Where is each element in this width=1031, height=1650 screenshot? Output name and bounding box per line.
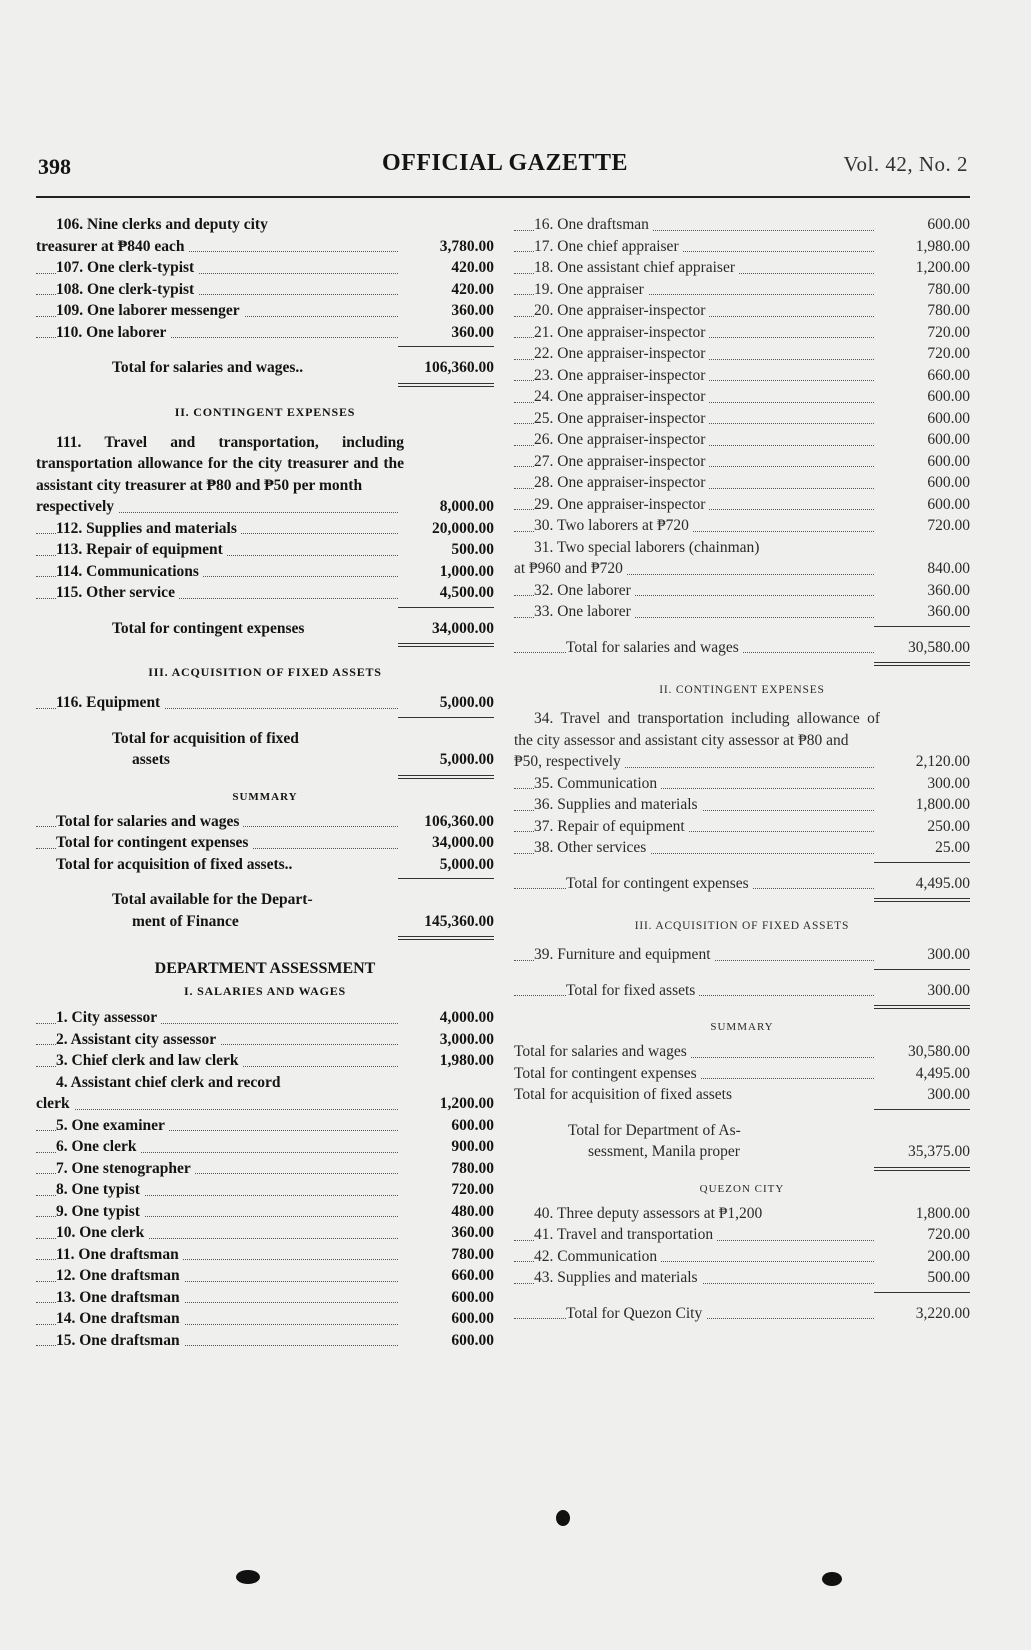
item-amount: 480.00 xyxy=(451,1202,494,1220)
line-item xyxy=(36,692,494,714)
line-item xyxy=(514,1267,970,1289)
item-label: 12. One draftsman xyxy=(56,1267,184,1284)
item-amount: 4,000.00 xyxy=(439,1009,494,1026)
item-label: 108. One clerk-typist xyxy=(56,281,198,298)
line-item xyxy=(36,1136,494,1158)
summary-label: Total for acquisition of fixed assets.. xyxy=(56,856,296,873)
item-amount: 720.00 xyxy=(451,1181,494,1198)
item-amount: 780.00 xyxy=(927,280,970,298)
item-label: 16. One draftsman xyxy=(534,216,653,233)
item-amount: 8,000.00 xyxy=(439,498,494,515)
total-label: Total for Quezon City xyxy=(566,1305,706,1322)
line-item xyxy=(36,1222,494,1244)
item-label: 110. One laborer xyxy=(56,324,170,341)
line-item xyxy=(36,1158,494,1180)
item-amount: 1,980.00 xyxy=(915,237,970,255)
sum-rule xyxy=(398,878,494,879)
item-label: 15. One draftsman xyxy=(56,1332,184,1349)
item-label: 114. Communications xyxy=(56,563,203,580)
summary-row xyxy=(36,854,494,876)
summary-label: Total for salaries and wages xyxy=(56,813,243,830)
item-amount: 3,000.00 xyxy=(439,1030,494,1048)
double-rule xyxy=(874,1005,970,1009)
item-label: 9. One typist xyxy=(56,1203,144,1220)
volume-issue: Vol. 42, No. 2 xyxy=(843,152,968,176)
item-label: 2. Assistant city assessor xyxy=(56,1031,220,1048)
item-111-text: 111. Travel and transportation, including transportation allowance for the city treasurer and the assistant city treasurer at ₱80 and ₱50 per month xyxy=(36,433,404,494)
section-heading: I. SALARIES AND WAGES xyxy=(184,984,346,998)
item-amount: 200.00 xyxy=(927,1247,970,1265)
line-item xyxy=(514,300,970,322)
item-label: 21. One appraiser-inspector xyxy=(534,324,709,341)
line-item xyxy=(514,429,970,451)
item-amount: 780.00 xyxy=(451,1245,494,1263)
total-label: Total for salaries and wages.. xyxy=(112,359,304,376)
item-label: 28. One appraiser-inspector xyxy=(534,474,709,491)
item-amount: 600.00 xyxy=(927,452,970,470)
item-label: 19. One appraiser xyxy=(534,281,648,298)
total-amount: 145,360.00 xyxy=(424,912,494,930)
item-label: clerk xyxy=(36,1095,74,1112)
item-amount: 600.00 xyxy=(451,1310,494,1327)
total-salaries xyxy=(36,357,494,379)
quezon-heading: QUEZON CITY xyxy=(699,1182,785,1195)
item-amount: 900.00 xyxy=(451,1138,494,1155)
item-amount: 1,800.00 xyxy=(915,796,970,813)
line-item xyxy=(514,515,970,537)
item-label: 5. One examiner xyxy=(56,1117,169,1134)
item-111 xyxy=(36,432,494,497)
total-amount: 5,000.00 xyxy=(439,751,494,768)
section-heading: II. CONTINGENT EXPENSES xyxy=(659,684,825,696)
line-item xyxy=(36,1201,494,1223)
line-item xyxy=(514,1203,970,1225)
line-item xyxy=(514,794,970,816)
item-label: respectively xyxy=(36,498,118,515)
summary-amount: 5,000.00 xyxy=(439,855,494,873)
item-label: 7. One stenographer xyxy=(56,1160,195,1177)
line-item xyxy=(36,1007,494,1029)
item-106-line1: 106. Nine clerks and deputy city xyxy=(56,216,268,233)
item-label: 20. One appraiser-inspector xyxy=(534,302,709,319)
sum-rule xyxy=(874,626,970,627)
item-amount: 1,800.00 xyxy=(915,1204,970,1222)
item-label: 18. One assistant chief appraiser xyxy=(534,259,739,276)
line-item xyxy=(36,1029,494,1051)
item-amount: 420.00 xyxy=(451,259,494,276)
item-label: 40. Three deputy assessors at ₱1,200 xyxy=(534,1205,766,1222)
summary-amount: 30,580.00 xyxy=(908,1043,970,1060)
item-amount: 780.00 xyxy=(451,1159,494,1177)
total-label-line2: ment of Finance xyxy=(132,912,239,930)
item-label: 113. Repair of equipment xyxy=(56,541,227,558)
item-111-last xyxy=(36,496,494,518)
line-item xyxy=(36,561,494,583)
item-amount: 600.00 xyxy=(451,1331,494,1349)
item-amount: 780.00 xyxy=(927,302,970,319)
summary-amount: 34,000.00 xyxy=(432,834,494,851)
item-label: 41. Travel and transportation xyxy=(534,1226,717,1243)
ink-smudge xyxy=(236,1570,260,1584)
item-label: 29. One appraiser-inspector xyxy=(534,496,709,513)
sum-rule xyxy=(398,346,494,347)
item-label: 8. One typist xyxy=(56,1181,144,1198)
ink-smudge xyxy=(556,1510,570,1526)
item-amount: 300.00 xyxy=(927,946,970,963)
item-amount: 360.00 xyxy=(451,323,494,341)
item-label: 39. Furniture and equipment xyxy=(534,946,715,963)
summary-row xyxy=(514,1041,970,1063)
total-available xyxy=(36,889,494,932)
double-rule xyxy=(874,662,970,666)
double-rule xyxy=(398,643,494,647)
right-column xyxy=(514,214,970,1324)
item-amount: 360.00 xyxy=(451,1224,494,1241)
line-item xyxy=(514,580,970,602)
line-item xyxy=(36,1308,494,1330)
line-item xyxy=(36,1050,494,1072)
total-label-line1: Total for Department of As- xyxy=(568,1121,741,1139)
total-label-line1: Total for acquisition of fixed xyxy=(112,729,299,747)
line-item xyxy=(36,300,494,322)
item-amount: 600.00 xyxy=(927,216,970,233)
line-item xyxy=(514,408,970,430)
line-item xyxy=(36,1244,494,1266)
item-34 xyxy=(514,708,970,751)
item-label: 109. One laborer messenger xyxy=(56,302,244,319)
item-label: 1. City assessor xyxy=(56,1009,161,1026)
item-amount: 600.00 xyxy=(927,495,970,513)
item-amount: 300.00 xyxy=(927,774,970,792)
item-34-last xyxy=(514,751,970,773)
line-item xyxy=(36,257,494,279)
line-item xyxy=(514,494,970,516)
item-amount: 600.00 xyxy=(451,1116,494,1134)
total-contingent xyxy=(514,873,970,895)
sum-rule xyxy=(874,1109,970,1110)
total-label: Total for fixed assets xyxy=(566,982,699,999)
line-item xyxy=(514,773,970,795)
total-label-line2: assets xyxy=(132,751,170,768)
item-amount: 720.00 xyxy=(927,345,970,362)
item-label: 42. Communication xyxy=(534,1248,661,1265)
total-department xyxy=(514,1120,970,1163)
total-salaries xyxy=(514,637,970,659)
item-label: ₱50, respectively xyxy=(514,753,625,770)
item-amount: 840.00 xyxy=(927,560,970,577)
item-amount: 1,200.00 xyxy=(439,1095,494,1112)
item-amount: 5,000.00 xyxy=(439,694,494,711)
item-amount: 360.00 xyxy=(451,302,494,319)
summary-label: Total for acquisition of fixed assets xyxy=(514,1086,736,1103)
line-item xyxy=(514,837,970,859)
item-amount: 600.00 xyxy=(927,431,970,448)
left-column xyxy=(36,214,494,1351)
line-item xyxy=(514,944,970,966)
line-item xyxy=(514,451,970,473)
item-amount: 660.00 xyxy=(451,1267,494,1284)
item-label: 6. One clerk xyxy=(56,1138,141,1155)
line-item xyxy=(36,279,494,301)
line-item xyxy=(36,322,494,344)
line-item xyxy=(514,322,970,344)
item-label: 33. One laborer xyxy=(534,603,635,620)
item-label: 17. One chief appraiser xyxy=(534,238,683,255)
total-label: Total for contingent expenses xyxy=(112,619,305,637)
summary-heading: SUMMARY xyxy=(232,790,298,803)
item-amount: 600.00 xyxy=(927,388,970,405)
summary-amount: 4,495.00 xyxy=(915,1064,970,1082)
item-amount: 25.00 xyxy=(935,839,970,856)
line-item xyxy=(514,386,970,408)
line-item xyxy=(36,1330,494,1352)
item-amount: 660.00 xyxy=(927,366,970,384)
department-heading: DEPARTMENT ASSESSMENT xyxy=(154,960,376,977)
item-amount: 600.00 xyxy=(927,474,970,491)
summary-row xyxy=(36,832,494,854)
total-fixed-assets xyxy=(514,980,970,1002)
item-label: 26. One appraiser-inspector xyxy=(534,431,709,448)
total-label-line2: sessment, Manila proper xyxy=(588,1143,740,1160)
summary-amount: 300.00 xyxy=(927,1086,970,1103)
total-label: Total for contingent expenses xyxy=(566,875,753,892)
item-amount: 420.00 xyxy=(451,280,494,298)
total-quezon xyxy=(514,1303,970,1325)
item-label: 36. Supplies and materials xyxy=(534,796,702,813)
item-amount: 360.00 xyxy=(927,581,970,599)
item-label: 23. One appraiser-inspector xyxy=(534,367,709,384)
total-amount: 106,360.00 xyxy=(424,359,494,376)
line-item xyxy=(36,1265,494,1287)
item-label: 14. One draftsman xyxy=(56,1310,184,1327)
sum-rule xyxy=(874,969,970,970)
total-amount: 4,495.00 xyxy=(915,874,970,892)
item-amount: 500.00 xyxy=(451,541,494,558)
sum-rule xyxy=(874,862,970,863)
section-heading: III. ACQUISITION OF FIXED ASSETS xyxy=(634,920,850,932)
item-label: 27. One appraiser-inspector xyxy=(534,453,709,470)
summary-row xyxy=(36,811,494,833)
sum-rule xyxy=(874,1292,970,1293)
item-amount: 360.00 xyxy=(927,603,970,620)
item-amount: 720.00 xyxy=(927,1226,970,1243)
summary-row xyxy=(514,1063,970,1085)
item-label: 38. Other services xyxy=(534,839,650,856)
summary-amount: 106,360.00 xyxy=(424,812,494,830)
double-rule xyxy=(874,898,970,902)
ink-smudge xyxy=(822,1572,842,1586)
item-label: 30. Two laborers at ₱720 xyxy=(534,517,693,534)
line-item xyxy=(36,582,494,604)
item-label: 24. One appraiser-inspector xyxy=(534,388,709,405)
item-amount: 3,780.00 xyxy=(439,237,494,255)
double-rule xyxy=(398,936,494,940)
item-label: 37. Repair of equipment xyxy=(534,818,689,835)
total-amount: 35,375.00 xyxy=(908,1143,970,1160)
total-label: Total for salaries and wages xyxy=(566,639,743,656)
item-31-line1: 31. Two special laborers (chainman) xyxy=(534,538,760,556)
line-item xyxy=(514,1246,970,1268)
page-title: OFFICIAL GAZETTE xyxy=(382,150,629,176)
total-acquisition xyxy=(36,728,494,771)
total-amount: 3,220.00 xyxy=(915,1304,970,1322)
item-label: at ₱960 and ₱720 xyxy=(514,560,627,577)
line-item xyxy=(36,539,494,561)
item-amount: 720.00 xyxy=(927,517,970,534)
total-amount: 300.00 xyxy=(927,981,970,999)
line-item xyxy=(514,343,970,365)
header-rule xyxy=(36,196,970,198)
item-amount: 1,200.00 xyxy=(915,259,970,276)
line-item xyxy=(36,1115,494,1137)
double-rule xyxy=(398,383,494,387)
item-label: 3. Chief clerk and law clerk xyxy=(56,1052,243,1069)
item-label: 25. One appraiser-inspector xyxy=(534,410,709,427)
summary-label: Total for salaries and wages xyxy=(514,1043,691,1060)
item-4-line1: 4. Assistant chief clerk and record xyxy=(56,1073,281,1091)
item-label: 13. One draftsman xyxy=(56,1289,184,1306)
line-item xyxy=(36,518,494,540)
item-label: 107. One clerk-typist xyxy=(56,259,198,276)
item-amount: 1,000.00 xyxy=(439,562,494,580)
item-label: treasurer at ₱840 each xyxy=(36,236,404,258)
line-item xyxy=(36,1287,494,1309)
item-amount: 500.00 xyxy=(927,1269,970,1286)
item-amount: 250.00 xyxy=(927,817,970,835)
item-amount: 20,000.00 xyxy=(432,519,494,537)
summary-row xyxy=(514,1084,970,1106)
line-item xyxy=(514,1224,970,1246)
item-label: 32. One laborer xyxy=(534,582,635,599)
sum-rule xyxy=(398,717,494,718)
item-amount: 1,980.00 xyxy=(439,1052,494,1069)
section-heading: II. CONTINGENT EXPENSES xyxy=(174,404,356,419)
item-label: 112. Supplies and materials xyxy=(56,520,241,537)
total-label-line1: Total available for the Depart- xyxy=(112,891,313,908)
line-item xyxy=(514,601,970,623)
line-item xyxy=(514,472,970,494)
item-label: 35. Communication xyxy=(534,775,661,792)
summary-heading: SUMMARY xyxy=(710,1021,774,1033)
item-label: 11. One draftsman xyxy=(56,1246,183,1263)
section-heading: III. ACQUISITION OF FIXED ASSETS xyxy=(148,665,382,679)
line-item xyxy=(514,365,970,387)
item-label: 22. One appraiser-inspector xyxy=(534,345,709,362)
item-31 xyxy=(514,537,970,580)
item-amount: 2,120.00 xyxy=(915,753,970,770)
line-item xyxy=(514,279,970,301)
sum-rule xyxy=(398,607,494,608)
summary-label: Total for contingent expenses xyxy=(56,834,252,851)
item-label: 10. One clerk xyxy=(56,1224,148,1241)
page-header xyxy=(38,150,968,190)
item-amount: 720.00 xyxy=(927,323,970,341)
item-106 xyxy=(36,214,494,257)
total-amount: 30,580.00 xyxy=(908,638,970,656)
item-label: 116. Equipment xyxy=(56,694,164,711)
line-item xyxy=(514,236,970,258)
line-item xyxy=(36,1179,494,1201)
line-item xyxy=(514,214,970,236)
item-amount: 600.00 xyxy=(927,409,970,427)
total-amount: 34,000.00 xyxy=(432,619,494,637)
page-number: 398 xyxy=(38,154,71,179)
line-item xyxy=(514,816,970,838)
item-34-text: 34. Travel and transportation including allowance of the city assessor and assistant city assessor at ₱80 and xyxy=(514,710,880,749)
item-label: 43. Supplies and materials xyxy=(534,1269,702,1286)
double-rule xyxy=(398,775,494,779)
item-amount: 600.00 xyxy=(451,1288,494,1306)
summary-label: Total for contingent expenses xyxy=(514,1065,701,1082)
item-label: 115. Other service xyxy=(56,584,179,601)
item-4 xyxy=(36,1072,494,1115)
line-item xyxy=(514,257,970,279)
item-amount: 4,500.00 xyxy=(439,584,494,601)
total-contingent xyxy=(36,618,494,640)
double-rule xyxy=(874,1167,970,1171)
